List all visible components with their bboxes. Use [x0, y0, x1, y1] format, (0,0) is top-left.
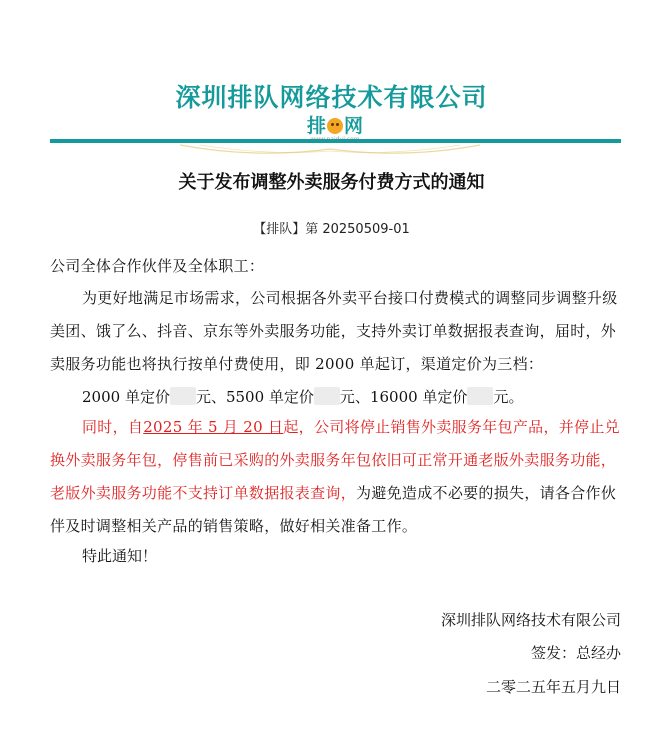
signature-company: 深圳排队网络技术有限公司 [440, 611, 621, 629]
price-tiers [82, 381, 523, 414]
paragraph-service-adjustment: 为更好地满足市场需求，公司根据各外卖平台接口付费模式的调整同步调整升级美团、饿了么、抖音、京东等外卖服务功能，支持外卖订单数据报表查询，届时，外卖服务功能也将执行按单付费使用，即 2000 单起订，渠道定价为三档： [50, 289, 618, 373]
document-number: 【排队】第 20250509-01 [253, 222, 410, 237]
logo-text-right: 网 [344, 115, 364, 137]
golden-wave-ornament [180, 143, 480, 161]
price-tier-3-label: 16000 单定价 [369, 388, 468, 406]
price-tier-2-label: 5500 单定价 [225, 388, 314, 406]
paragraph-annual-package-notice [50, 411, 622, 543]
redacted-price-2 [314, 387, 340, 405]
price-tier-2-unit: 元、 [339, 388, 370, 406]
salutation: 公司全体合作伙伴及全体职工： [50, 257, 265, 275]
company-name-heading: 深圳排队网络技术有限公司 [175, 83, 488, 112]
effective-date: 2025 年 5 月 20 日 [143, 418, 284, 436]
closing-line: 特此通知！ [82, 547, 158, 565]
price-tier-1-label: 2000 单定价 [82, 388, 170, 406]
mascot-face-icon [327, 118, 343, 134]
redacted-price-1 [170, 387, 196, 405]
red-body: 起，公司将停止销售外卖服务年包产品，并停止兑换外卖服务年包，停售前已采购的外卖服务年包依旧可正常开通老版外卖服务功能，老版外卖服务功能不支持订单数据报表查询， [50, 418, 620, 502]
signature-date: 二零二五年五月九日 [485, 678, 621, 696]
signature-issuer: 签发：总经办 [530, 644, 621, 662]
notice-title: 关于发布调整外卖服务付费方式的通知 [178, 172, 485, 193]
advice-text: 为避免造成不必要的损失，请各合作伙伴及时调整相关产品的销售策略，做好相关准备工作。 [50, 484, 617, 535]
red-prefix: 同时，自 [82, 418, 144, 436]
redacted-price-3 [467, 387, 493, 405]
price-tier-1-unit: 元、 [195, 388, 226, 406]
price-tier-3-unit: 元。 [493, 388, 524, 406]
logo-text-left: 排 [306, 115, 326, 137]
logo-mark [295, 116, 375, 136]
